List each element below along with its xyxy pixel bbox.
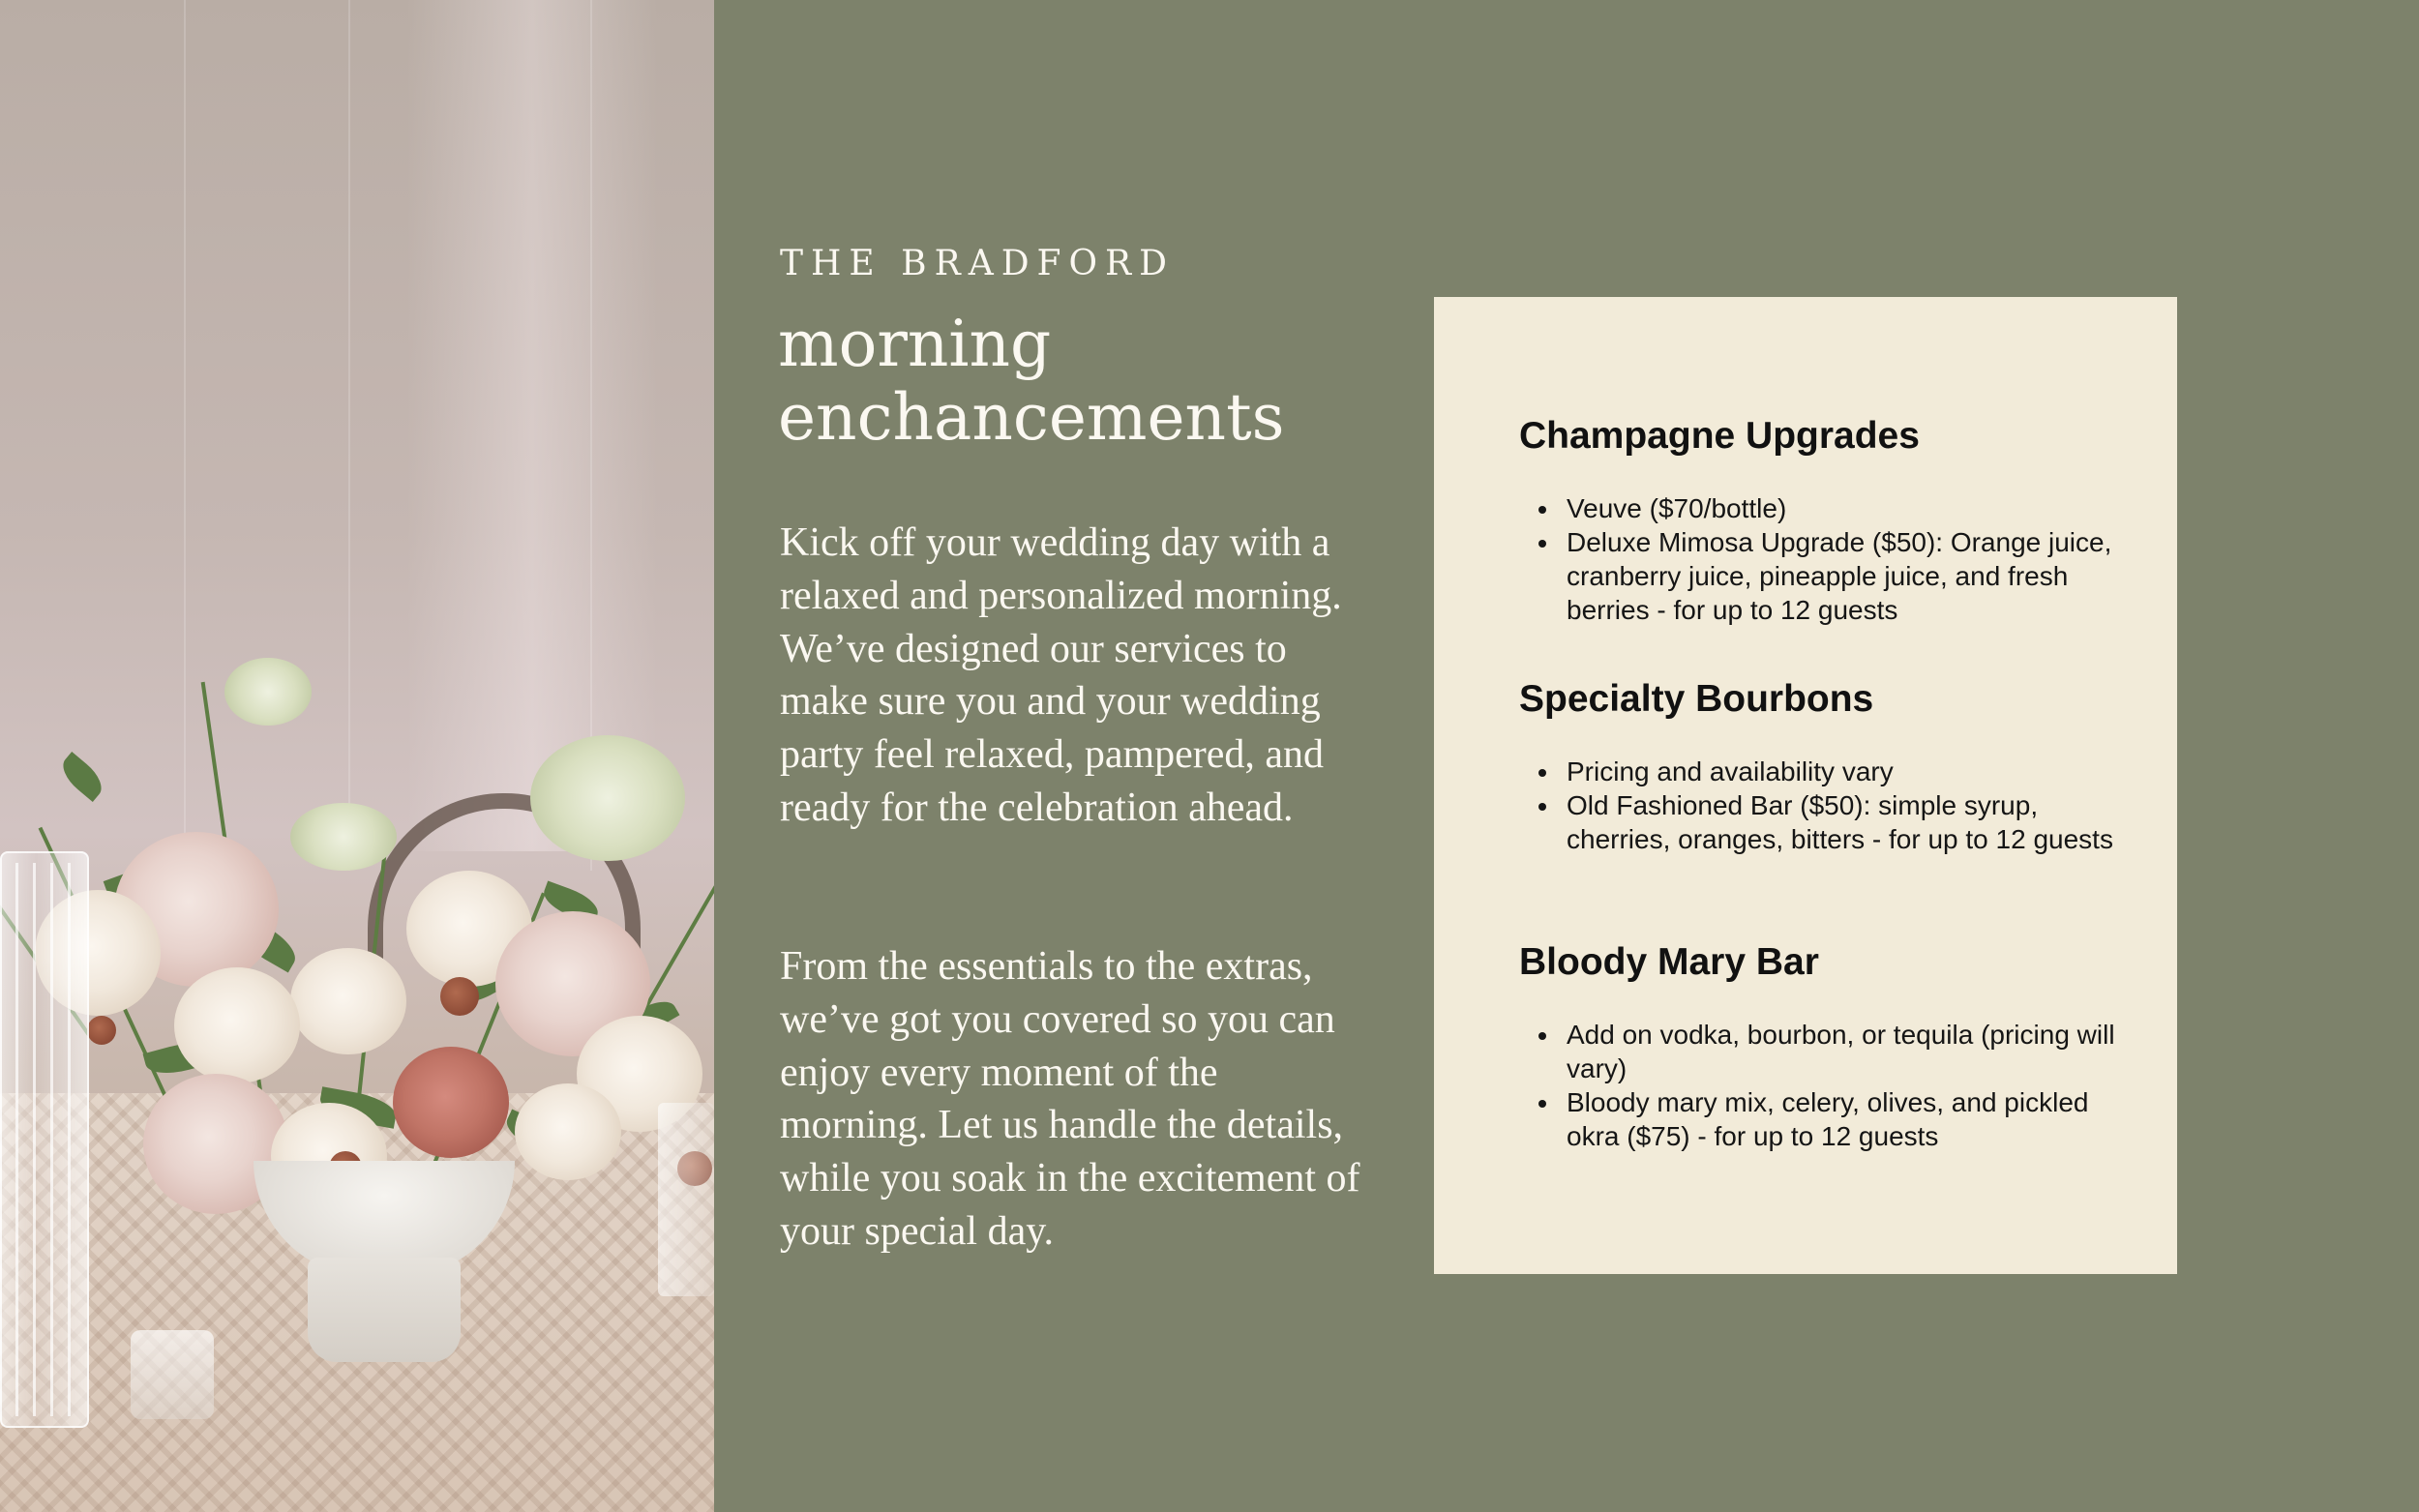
intro-paragraph-2: From the essentials to the extras, we’ve got you covered so you can enjoy every moment of the morning. Let us handle the details, while you soak in the excitement of your special day. [780, 944, 1360, 1254]
champagne-list [1519, 491, 2119, 627]
section-heading-bloody-mary: Bloody Mary Bar [1519, 941, 1819, 983]
list-item: Old Fashioned Bar ($50): simple syrup, cherries, oranges, bitters - for up to 12 guests [1519, 788, 2119, 856]
list-item: Bloody mary mix, celery, olives, and pickled okra ($75) - for up to 12 guests [1519, 1085, 2119, 1153]
intro-paragraph-1: Kick off your wedding day with a relaxed and personalized morning. We’ve designed our services to make sure you and your wedding party feel relaxed, pampered, and ready for the celebration ahead. [780, 520, 1342, 830]
bloody-mary-list [1519, 1018, 2119, 1153]
page-title [778, 308, 1513, 455]
votive-candle [131, 1330, 214, 1419]
enhancements-card [1434, 297, 2177, 1274]
title-line-2: enchancements [778, 380, 1285, 455]
floral-centerpiece-photo [0, 0, 714, 1512]
title-line-1: morning [778, 307, 1052, 381]
list-item: Add on vodka, bourbon, or tequila (pricing will vary) [1519, 1018, 2119, 1085]
glass-candle-vase-right [658, 1103, 714, 1296]
list-item: Veuve ($70/bottle) [1519, 491, 2119, 525]
glass-candle-vase [0, 851, 89, 1428]
venue-name: THE BRADFORD [780, 244, 1176, 283]
section-heading-champagne: Champagne Upgrades [1519, 415, 1920, 457]
section-heading-bourbons: Specialty Bourbons [1519, 678, 1874, 720]
list-item: Pricing and availability vary [1519, 755, 2119, 788]
bourbons-list [1519, 755, 2119, 856]
list-item: Deluxe Mimosa Upgrade ($50): Orange juice, cranberry juice, pineapple juice, and fresh berries - for up to 12 guests [1519, 525, 2119, 627]
